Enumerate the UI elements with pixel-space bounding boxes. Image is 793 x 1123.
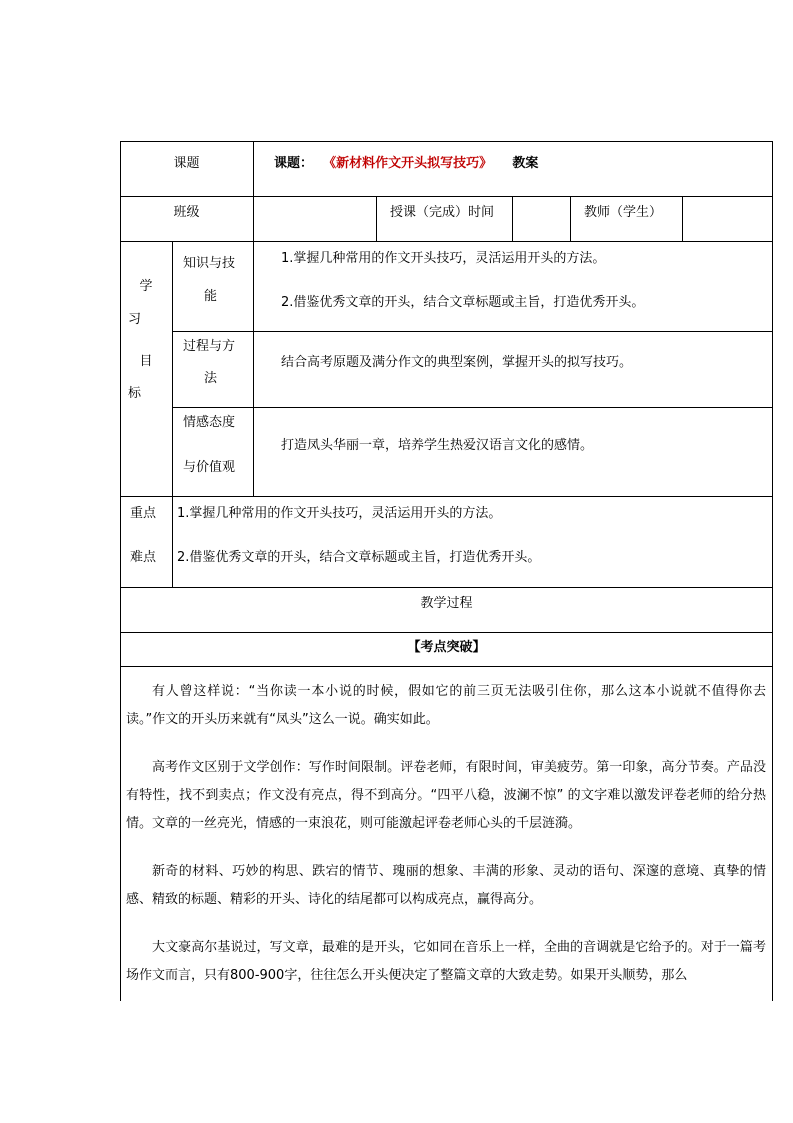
key-points-label-1: 重点 (130, 506, 157, 521)
topic-suffix: 教案 (512, 156, 539, 171)
process-paragraph-4: 大文豪高尔基说过，写文章，最难的是开头，它如同在音乐上一样，全曲的音调就是它给予的。对于一篇考场作文而言，只有800-900字，往往怎么开头便决定了整篇文章的大致走势。如果开头顺势，那么 (126, 940, 766, 983)
table-rule (120, 196, 773, 197)
key-point-1: 1.掌握几种常用的作文开头技巧，灵活运用开头的方法。 (177, 506, 502, 521)
topic-label: 课题 (173, 156, 200, 171)
process-label-1: 过程与方 (183, 339, 236, 354)
table-rule (120, 141, 773, 142)
topic-title: 《新材料作文开头拟写技巧》 (323, 156, 493, 171)
process-paragraph-3: 新奇的材料、巧妙的构思、跌宕的情节、瑰丽的想象、丰满的形象、灵动的语句、深邃的意境、真挚的情感、精致的标题、精彩的开头、诗化的结尾都可以构成亮点，赢得高分。 (126, 864, 766, 907)
table-rule (172, 331, 773, 332)
emotion-label-2: 与价值观 (183, 460, 236, 475)
knowledge-item-2: 2.借鉴优秀文章的开头，结合文章标题或主旨，打造优秀开头。 (281, 295, 645, 310)
table-rule (772, 141, 773, 1001)
emotion-label-1: 情感态度 (183, 415, 236, 430)
key-points-label-2: 难点 (130, 550, 157, 565)
process-label-2: 法 (204, 371, 218, 386)
knowledge-item-1: 1.掌握几种常用的作文开头技巧，灵活运用开头的方法。 (281, 251, 606, 266)
topic-prefix: 课题： (274, 156, 314, 171)
table-rule (172, 407, 773, 408)
teacher-label: 教师（学生） (584, 205, 663, 220)
table-rule (570, 196, 571, 241)
table-rule (682, 196, 683, 241)
table-rule (120, 632, 773, 633)
time-label: 授课（完成）时间 (390, 205, 495, 220)
table-rule (120, 241, 773, 242)
objectives-side-label-3: 目 (139, 354, 153, 369)
process-paragraph-2: 高考作文区别于文学创作：写作时间限制。评卷老师，有限时间，审美疲劳。第一印象，高分节奏。产品没有特性，找不到卖点；作文没有亮点，得不到高分。“四平八稳，波澜不惊” 的文字难以激发评卷老师的给分热情。文章的一丝亮光，情感的一束浪花，则可能激起评卷老师心头的千层涟漪。 (126, 760, 766, 831)
table-rule (172, 241, 173, 587)
table-rule (120, 587, 773, 588)
table-rule (253, 141, 254, 496)
objectives-side-label-1: 学 (139, 279, 153, 294)
key-point-2: 2.借鉴优秀文章的开头，结合文章标题或主旨，打造优秀开头。 (177, 550, 541, 565)
objectives-side-label-4: 标 (128, 386, 142, 401)
table-rule (376, 196, 377, 241)
knowledge-label-2: 能 (204, 289, 218, 304)
exam-point-section-title: 【考点突破】 (407, 640, 486, 655)
knowledge-label-1: 知识与技 (183, 256, 236, 271)
process-method-text: 结合高考原题及满分作文的典型案例，掌握开头的拟写技巧。 (281, 355, 633, 370)
objectives-side-label-2: 习 (128, 312, 142, 327)
class-label: 班级 (173, 205, 200, 220)
table-rule (120, 666, 773, 667)
table-rule (120, 141, 121, 1001)
emotion-text: 打造凤头华丽一章，培养学生热爱汉语言文化的感情。 (281, 438, 594, 453)
table-rule (512, 196, 513, 241)
process-paragraph-1: 有人曾这样说：“当你读一本小说的时候，假如它的前三页无法吸引住你，那么这本小说就不值得你去读。”作文的开头历来就有“凤头”这么一说。确实如此。 (126, 684, 766, 727)
table-rule (120, 496, 773, 497)
process-body (126, 678, 766, 990)
teaching-process-heading: 教学过程 (420, 596, 473, 611)
topic-heading (274, 156, 538, 172)
